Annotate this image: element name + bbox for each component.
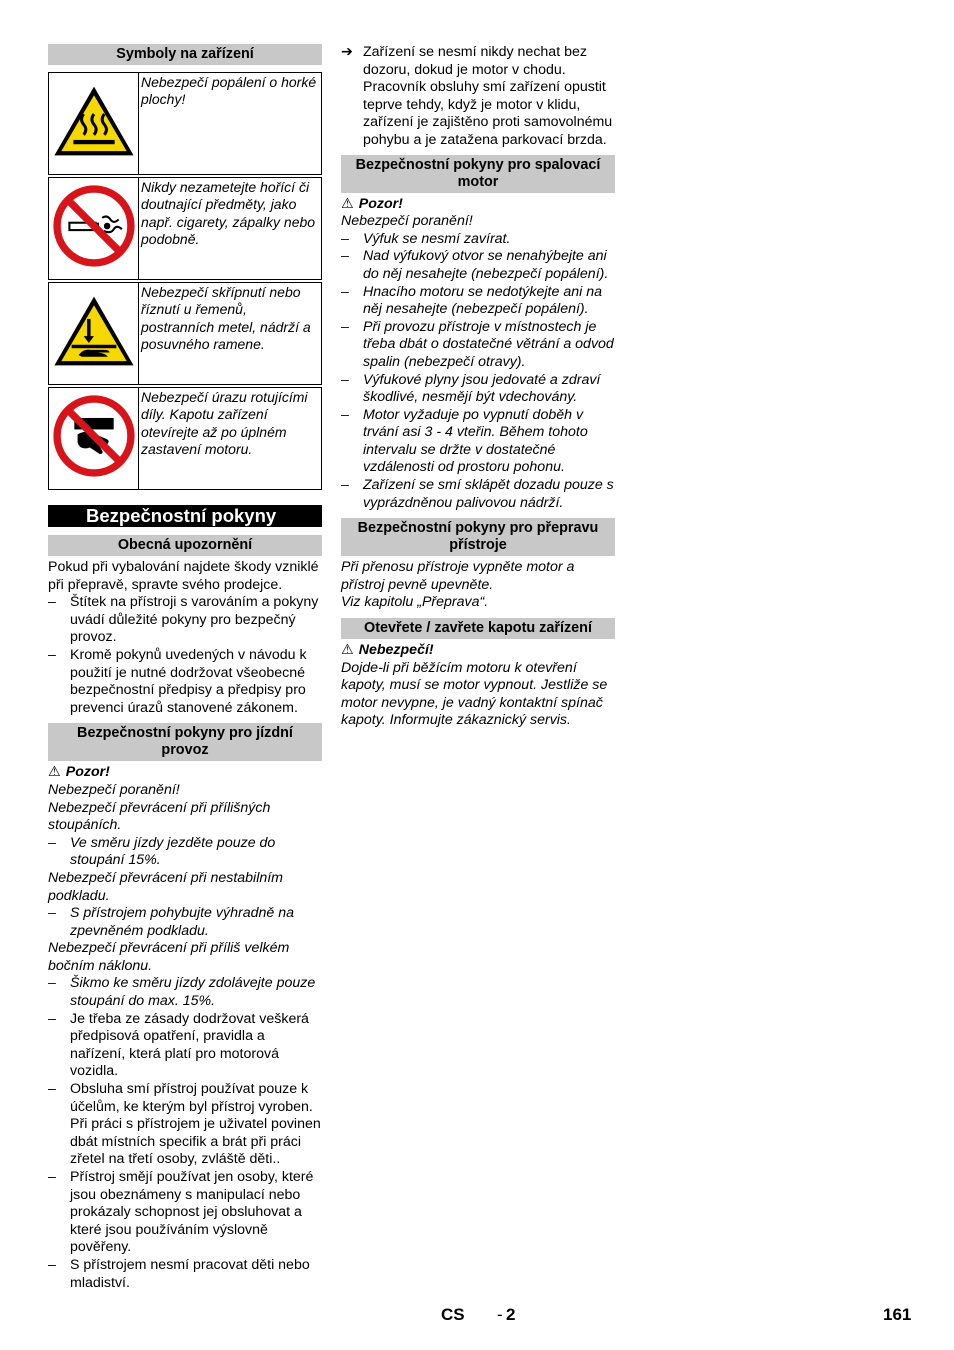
warning-triangle-icon: ⚠	[341, 195, 354, 212]
symbol-text: Nebezpečí popálení o horké plochy!	[139, 73, 322, 175]
warning-triangle-icon: ⚠	[341, 642, 354, 659]
transport-text: Při přenosu přístroje vypněte motor a přístroj pevně upevněte.	[341, 559, 575, 593]
engine-warning: ⚠ Pozor!	[341, 195, 403, 212]
transport-heading: Bezpečnostní pokyny pro přepravu přístroje	[341, 518, 615, 556]
list-item: – S přístrojem pohybujte výhradně na zpevněném podkladu.	[48, 905, 294, 939]
arrow-instruction: ➔ Zařízení se nesmí nikdy nechat bez dozoru, dokud je motor v chodu. Pracovník obsluhy smí zařízení opustit teprve tehdy, když je motor v klidu, zařízení je zajištěno proti samovolnému pohybu a je zatažena parkovací brzda.	[341, 44, 613, 148]
list-item: – S přístrojem nesmí pracovat děti nebo mladiství.	[48, 1256, 310, 1291]
driving-heading: Bezpečnostní pokyny pro jízdní provoz	[48, 723, 322, 761]
warning-triangle-icon: ⚠	[48, 764, 61, 781]
list-item: – Nad výfukový otvor se nenahýbejte ani do něj nesahejte (nebezpečí popálení).	[341, 248, 609, 282]
list-item: – Ve směru jízdy jezděte pouze do stoupání 15%.	[48, 834, 276, 869]
no-smoking-prohibition-icon	[49, 178, 139, 280]
footer-chapter-page: 2	[506, 1305, 516, 1324]
list-item: – Obsluha smí přístroj používat pouze k účelům, ke kterým byl přístroj vyroben. Při práci s přístrojem je uživatel povinen dbát místních specifik a brát při práci zřetel na třetí osoby, zvláště děti..	[48, 1081, 321, 1168]
footer-language: CS	[441, 1305, 465, 1324]
general-intro: Pokud při vybalování najdete škody vzniklé při přepravě, spravte svého prodejce.	[48, 559, 319, 593]
list-item: – Zařízení se smí sklápět dozadu pouze s vyprázdněnou palivovou nádrží.	[341, 477, 614, 511]
general-heading: Obecná upozornění	[48, 535, 322, 556]
driving-side: Nebezpečí převrácení při příliš velkém bočním náklonu.	[48, 940, 290, 974]
right-column	[341, 44, 615, 730]
driving-slope: Nebezpečí převrácení při přílišných stoupáních.	[48, 799, 271, 834]
symbol-row	[49, 178, 322, 280]
hood-warning: ⚠ Nebezpečí!	[341, 642, 434, 659]
symbol-row	[49, 73, 322, 175]
symbol-text: Nebezpečí skřípnutí nebo říznutí u řemenů, postranních metel, nádrží a posuvného ramene.	[139, 283, 322, 385]
symbol-text: Nebezpečí úrazu rotujícími díly. Kapotu zařízení otevírejte až po úplném zastavení motoru.	[139, 388, 322, 490]
symbol-row	[49, 388, 322, 490]
list-item: – Hnacího motoru se nedotýkejte ani na něj nesahejte (nebezpečí popálení).	[341, 283, 602, 318]
list-item: – Výfuk se nesmí zavírat.	[341, 230, 511, 247]
page-number: 161	[883, 1305, 912, 1324]
driving-danger: Nebezpečí poranění!	[48, 781, 180, 798]
list-item: – Výfukové plyny jsou jedovaté a zdraví škodlivé, nesmějí být vdechovány.	[341, 371, 601, 406]
list-item: – Štítek na přístroji s varováním a pokyny uvádí důležité pokyny pro bezpečný provoz.	[48, 594, 319, 646]
hood-heading: Otevřete / zavřete kapotu zařízení	[341, 618, 615, 639]
symbol-row	[49, 283, 322, 385]
list-item: – Přístroj smějí používat jen osoby, které jsou obeznámeny s manipulací nebo prokázaly schopnost jej obsluhovat a které jsou používáním výslovně pověřeny.	[48, 1169, 314, 1256]
hood-text: Dojde-li při běžícím motoru k otevření kapoty, musí se motor vypnout. Jestliže se motor nevypne, je vadný kontaktní spínač kapoty. Informujte zákaznický servis.	[341, 659, 608, 729]
hot-surface-warning-icon	[49, 73, 139, 175]
driving-unstable: Nebezpečí převrácení při nestabilním podkladu.	[48, 869, 284, 904]
driving-warning: ⚠ Pozor!	[48, 764, 110, 781]
left-column	[48, 44, 322, 1292]
list-item: – Šikmo ke směru jízdy zdolávejte pouze stoupání do max. 15%.	[48, 975, 316, 1010]
main-heading: Bezpečnostní pokyny	[48, 505, 322, 527]
list-item: – Při provozu přístroje v místnostech je třeba dbát o dostatečné větrání a odvod spalin (nebezpečí otravy).	[341, 318, 614, 370]
crush-hazard-warning-icon	[49, 283, 139, 385]
symbols-heading: Symboly na zařízení	[48, 44, 322, 65]
engine-heading: Bezpečnostní pokyny pro spalovací motor	[341, 155, 615, 193]
rotating-parts-prohibition-icon	[49, 388, 139, 490]
list-item: – Motor vyžaduje po vypnutí doběh v trvání asi 3 - 4 vteřin. Během tohoto intervalu se držte v dostatečné vzdálenosti od prostoru pohonu.	[341, 406, 588, 476]
symbols-table	[48, 72, 322, 490]
arrow-right-icon: ➔	[341, 44, 353, 60]
list-item: – Je třeba ze zásady dodržovat veškerá předpisová opatření, pravidla a nařízení, která platí pro motorová vozidla.	[48, 1010, 309, 1080]
transport-ref: Viz kapitolu „Přeprava“.	[341, 594, 489, 611]
footer-separator: -	[497, 1305, 503, 1324]
symbol-text: Nikdy nezametejte hořící či doutnající předměty, jako např. cigarety, zápalky nebo podobně.	[139, 178, 322, 280]
engine-danger: Nebezpečí poranění!	[341, 213, 473, 230]
list-item: – Kromě pokynů uvedených v návodu k použití je nutné dodržovat všeobecné bezpečnostní předpisy a předpisy pro prevenci úrazů stanovené zákonem.	[48, 646, 307, 716]
